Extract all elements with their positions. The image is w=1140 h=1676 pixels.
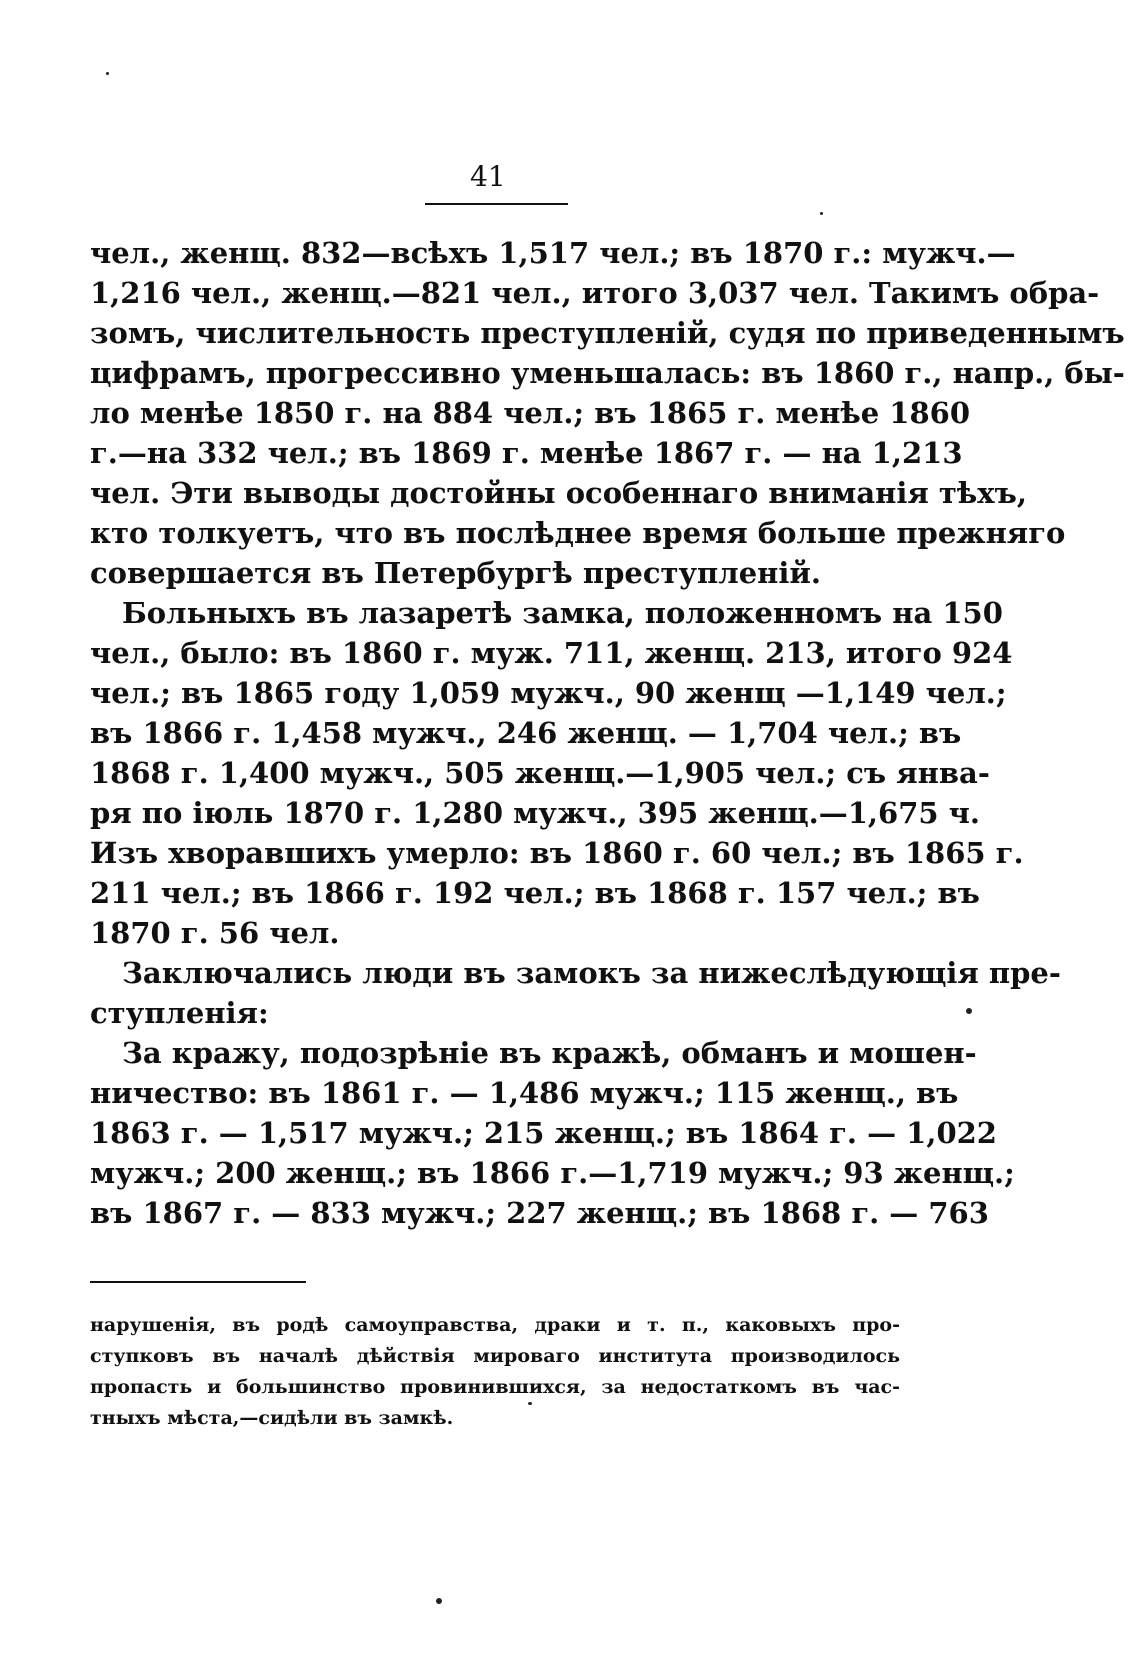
header-rule (425, 203, 568, 205)
text-line: Больныхъ въ лазаретѣ замка, положенномъ на 150 (122, 596, 1003, 630)
text-line: цифрамъ, прогрессивно уменьшалась: въ 1860 г., напр., бы- (90, 356, 1125, 390)
footnote (90, 1310, 900, 1434)
text-line: ло менѣе 1850 г. на 884 чел.; въ 1865 г. менѣе 1860 (90, 396, 971, 430)
text-line: 1870 г. 56 чел. (90, 916, 340, 950)
text-line: въ 1866 г. 1,458 мужч., 246 женщ. — 1,704 чел.; въ (90, 716, 962, 750)
text-line: ря по іюль 1870 г. 1,280 мужч., 395 женщ.—1,675 ч. (90, 796, 980, 830)
text-line: чел., было: въ 1860 г. муж. 711, женщ. 213, итого 924 (90, 636, 1013, 670)
text-line: Заключались люди въ замокъ за нижеслѣдующія пре- (122, 956, 1061, 990)
scan-speck (106, 72, 109, 75)
text-line: кто толкуетъ, что въ послѣднее время больше прежняго (90, 516, 1066, 550)
scan-speck (436, 1598, 442, 1604)
text-line: ступленія: (90, 996, 269, 1030)
footnote-line: тныхъ мѣста,—сидѣли въ замкѣ. (90, 1407, 454, 1429)
footnote-line: нарушенія, въ родѣ самоуправства, драки и т. п., каковыхъ про- (90, 1314, 900, 1336)
text-line: 211 чел.; въ 1866 г. 192 чел.; въ 1868 г. 157 чел.; въ (90, 876, 980, 910)
body-text (90, 233, 1125, 1233)
text-line: За кражу, подозрѣніе въ кражѣ, обманъ и мошен- (122, 1036, 977, 1070)
footnote-line: ступковъ въ началѣ дѣйствія мироваго института производилось (90, 1345, 900, 1367)
text-line: г.—на 332 чел.; въ 1869 г. менѣе 1867 г. — на 1,213 (90, 436, 963, 470)
text-line: Изъ хворавшихъ умерло: въ 1860 г. 60 чел.; въ 1865 г. (90, 836, 1024, 870)
text-line: 1863 г. — 1,517 мужч.; 215 женщ.; въ 1864 г. — 1,022 (90, 1116, 997, 1150)
text-line: чел.; въ 1865 году 1,059 мужч., 90 женщ —1,149 чел.; (90, 676, 1007, 710)
text-line: чел., женщ. 832—всѣхъ 1,517 чел.; въ 1870 г.: мужч.— (90, 236, 1016, 270)
text-line: мужч.; 200 женщ.; въ 1866 г.—1,719 мужч.; 93 женщ.; (90, 1156, 1015, 1190)
footnote-rule (90, 1281, 306, 1283)
text-line: чел. Эти выводы достойны особеннаго вниманія тѣхъ, (90, 476, 1027, 510)
scan-speck (820, 212, 823, 215)
text-line: совершается въ Петербургѣ преступленій. (90, 556, 822, 590)
text-line: въ 1867 г. — 833 мужч.; 227 женщ.; въ 1868 г. — 763 (90, 1196, 989, 1230)
footnote-line: пропасть и большинство провинившихся, за недостаткомъ въ час- (90, 1376, 900, 1398)
scan-speck (966, 1008, 972, 1014)
text-line: зомъ, числительность преступленій, судя по приведеннымъ (90, 316, 1125, 350)
text-line: 1868 г. 1,400 мужч., 505 женщ.—1,905 чел.; съ янва- (90, 756, 990, 790)
scan-speck (528, 1402, 532, 1405)
text-line: ничество: въ 1861 г. — 1,486 мужч.; 115 женщ., въ (90, 1076, 959, 1110)
page-number: 41 (470, 160, 506, 193)
text-line: 1,216 чел., женщ.—821 чел., итого 3,037 чел. Такимъ обра- (90, 276, 1100, 310)
